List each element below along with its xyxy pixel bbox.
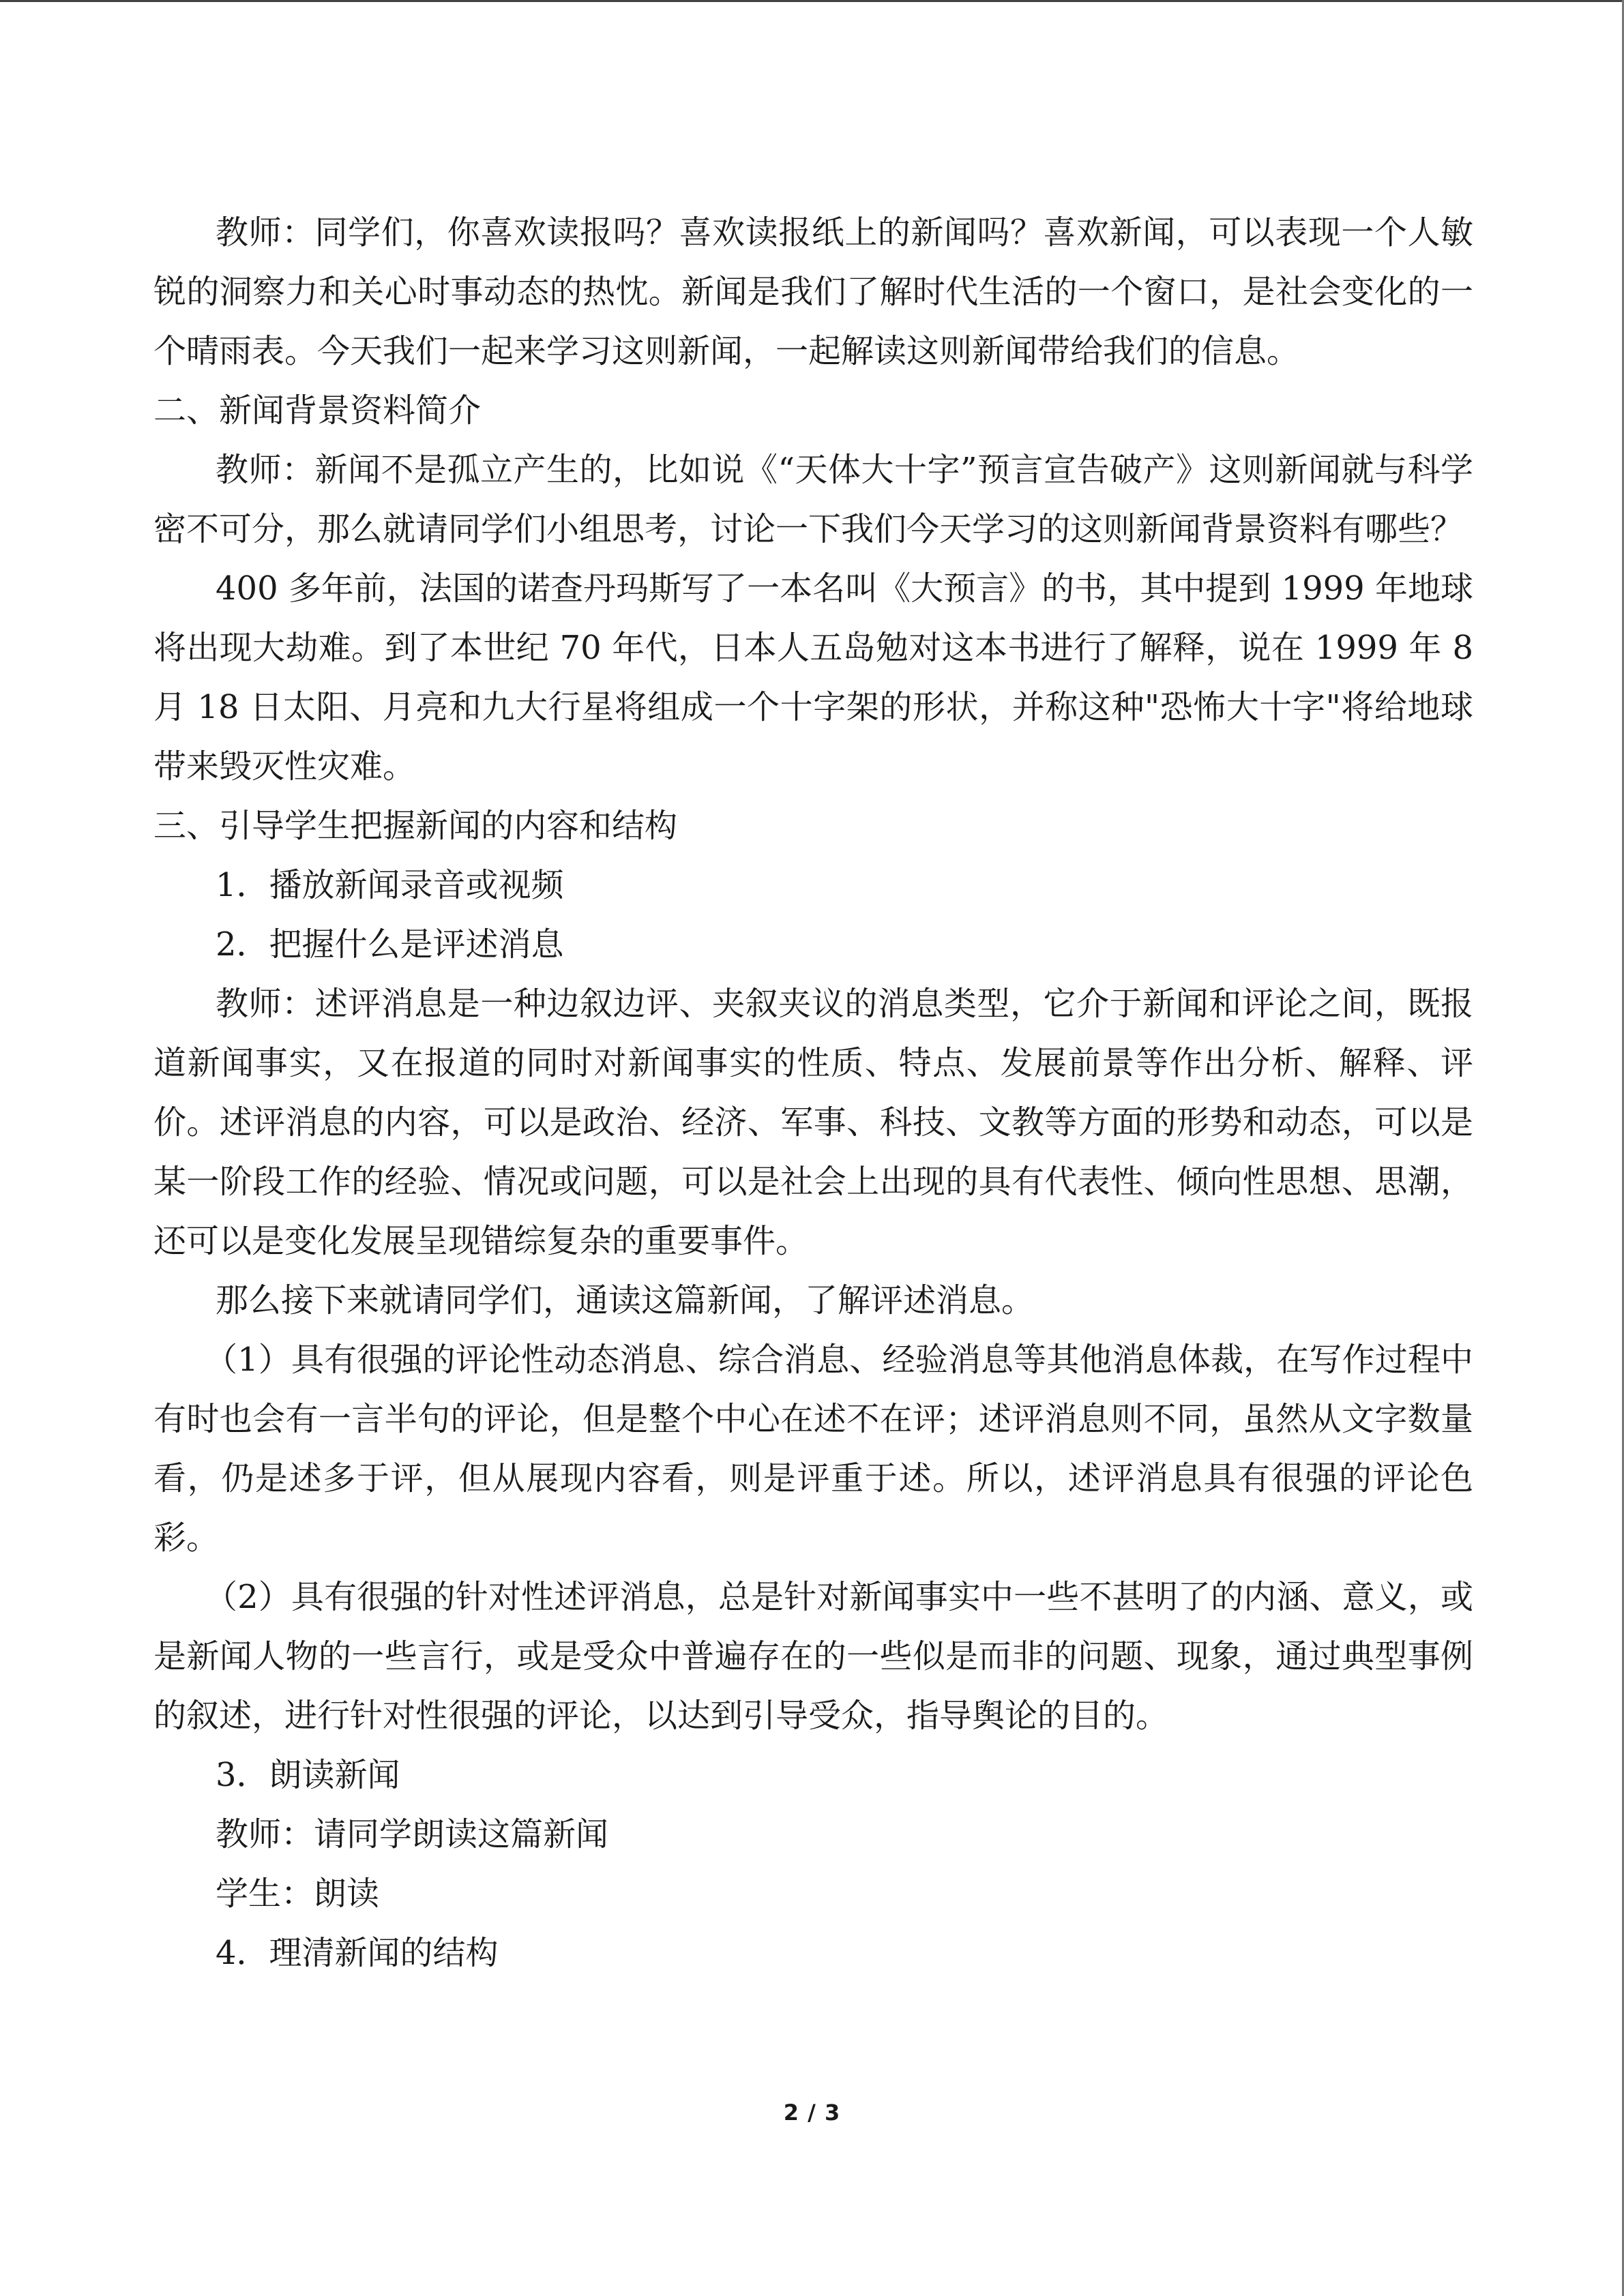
list-item-targeting-nature: （2）具有很强的针对性述评消息，总是针对新闻事实中一些不甚明了的内涵、意义，或是新闻人物的一些言行，或是受众中普遍存在的一些似是而非的问题、现象，通过典型事例的叙述，进行针对性很强的评论，以达到引导受众，指导舆论的目的。 — [153, 1578, 1473, 1735]
step-play-news: 1．播放新闻录音或视频 — [216, 866, 564, 904]
paragraph-read-through: 那么接下来就请同学们，通读这篇新闻，了解评述消息。 — [216, 1281, 1035, 1320]
paragraph-student-reads: 学生：朗读 — [216, 1875, 380, 1913]
paragraph-teacher-background: 教师：新闻不是孤立产生的，比如说《“天体大十字”预言宣告破产》这则新闻就与科学密不可分，那么就请同学们小组思考，讨论一下我们今天学习的这则新闻背景资料有哪些？ — [153, 451, 1473, 548]
top-border-line — [0, 0, 1624, 2]
section-heading-content-structure: 三、引导学生把握新闻的内容和结构 — [153, 807, 678, 845]
step-understand-commentary: 2．把握什么是评述消息 — [216, 925, 564, 964]
list-item-commentary-nature: （1）具有很强的评论性动态消息、综合消息、经验消息等其他消息体裁，在写作过程中有时也会有一言半句的评论，但是整个中心在述不在评；述评消息则不同，虽然从文字数量看，仍是述多于评，但从展现内容看，则是评重于述。所以，述评消息具有很强的评论色彩。 — [153, 1341, 1473, 1557]
paragraph-teacher-intro: 教师：同学们，你喜欢读报吗？喜欢读报纸上的新闻吗？喜欢新闻，可以表现一个人敏锐的洞察力和关心时事动态的热忱。新闻是我们了解时代生活的一个窗口，是社会变化的一个晴雨表。今天我们一起来学习这则新闻，一起解读这则新闻带给我们的信息。 — [153, 213, 1473, 370]
paragraph-teacher-commentary: 教师：述评消息是一种边叙边评、夹叙夹议的消息类型，它介于新闻和评论之间，既报道新闻事实，又在报道的同时对新闻事实的性质、特点、发展前景等作出分析、解释、评价。述评消息的内容，可以是政治、经济、军事、科技、文教等方面的形势和动态，可以是某一阶段工作的经验、情况或问题，可以是社会上出现的具有代表性、倾向性思想、思潮，还可以是变化发展呈现错综复杂的重要事件。 — [153, 985, 1473, 1260]
page-number: 2 / 3 — [783, 2100, 841, 2126]
step-read-aloud: 3．朗读新闻 — [216, 1756, 400, 1794]
section-heading-background: 二、新闻背景资料简介 — [153, 391, 482, 430]
step-structure: 4．理清新闻的结构 — [216, 1934, 499, 1972]
paragraph-teacher-request: 教师：请同学朗读这篇新闻 — [216, 1815, 609, 1853]
document-body — [153, 203, 1473, 1983]
paragraph-background-story: 400 多年前，法国的诺查丹玛斯写了一本名叫《大预言》的书，其中提到 1999 年地球将出现大劫难。到了本世纪 70 年代，日本人五岛勉对这本书进行了解释，说在 1999 年 8 月 18 日太阳、月亮和九大行星将组成一个十字架的形状，并称这种"恐怖大十字"将给地球带来毁灭性灾难。 — [153, 569, 1473, 786]
